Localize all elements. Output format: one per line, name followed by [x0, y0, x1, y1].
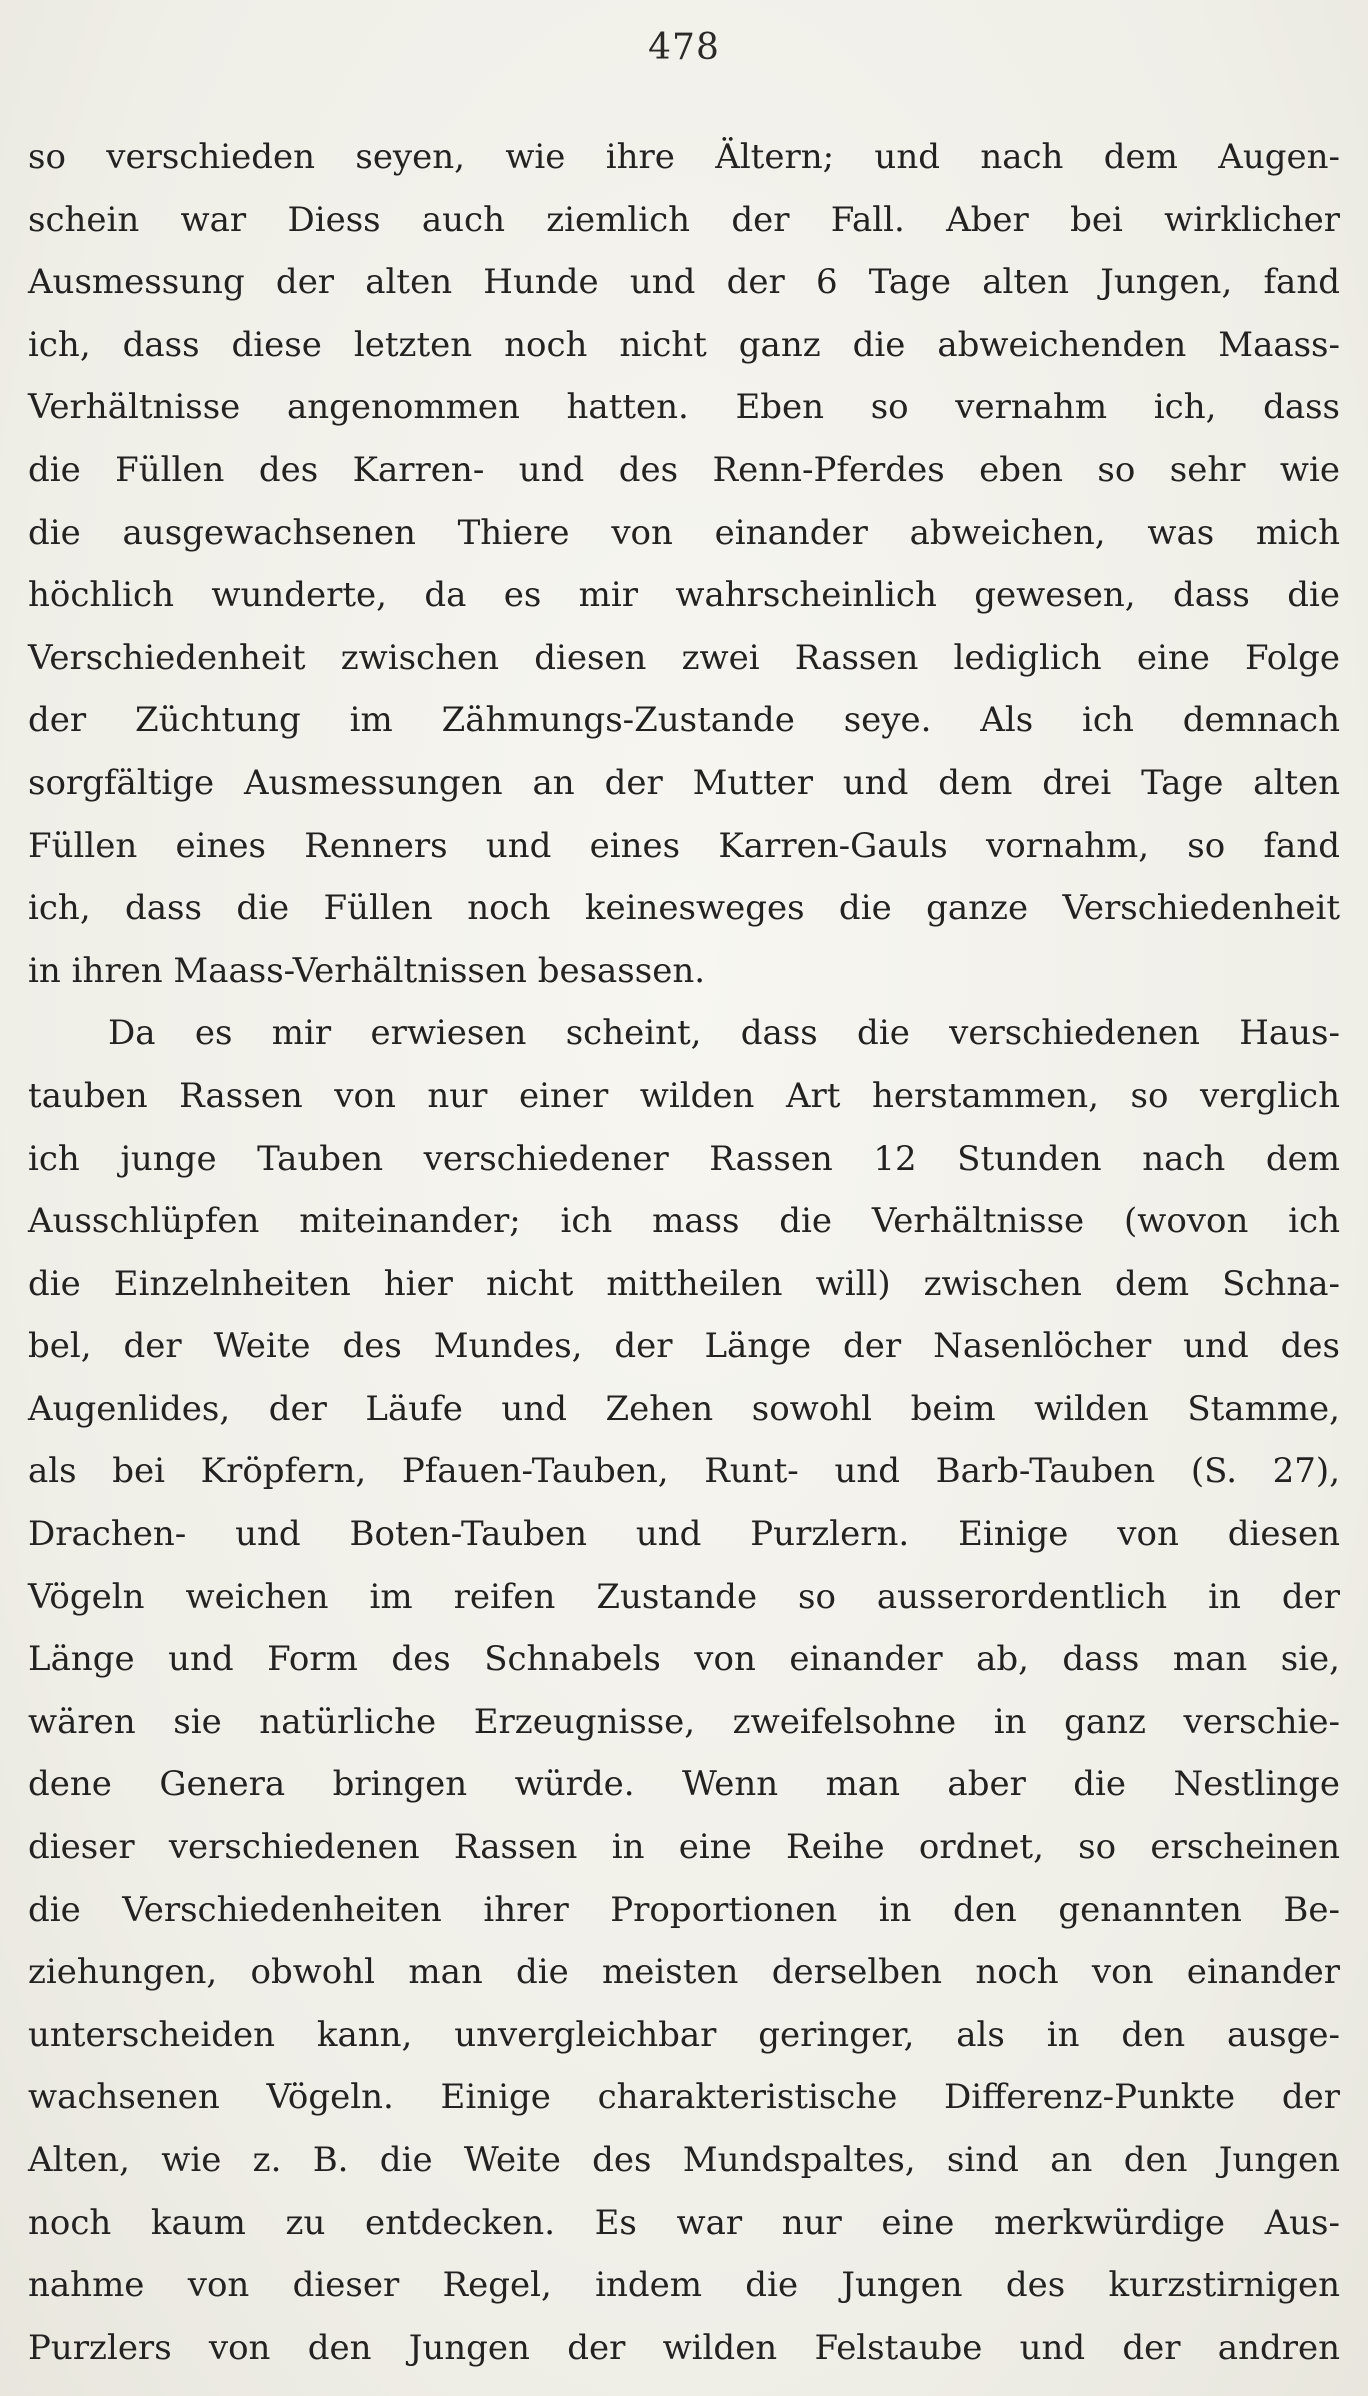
text-line: Verschiedenheit zwischen diesen zwei Rassen lediglich eine Folge — [28, 637, 1340, 678]
text-line: Länge und Form des Schnabels von einander ab, dass man sie, — [28, 1639, 1340, 1680]
text-line: höchlich wunderte, da es mir wahrscheinlich gewesen, dass die — [28, 575, 1340, 616]
text-line: Da es mir erwiesen scheint, dass die verschiedenen Haus- — [108, 1013, 1340, 1054]
text-line: noch kaum zu entdecken. Es war nur eine merkwürdige Aus- — [28, 2202, 1340, 2243]
text-line: ich, dass die Füllen noch keinesweges die ganze Verschiedenheit — [28, 888, 1340, 929]
text-line: bel, der Weite des Mundes, der Länge der Nasenlöcher und des — [28, 1326, 1340, 1367]
text-line: Ausschlüpfen miteinander; ich mass die Verhältnisse (wovon ich — [28, 1201, 1340, 1242]
text-line: ziehungen, obwohl man die meisten derselben noch von einander — [28, 1952, 1340, 1993]
text-line: der Züchtung im Zähmungs-Zustande seye. Als ich demnach — [28, 700, 1340, 741]
text-line: die Verschiedenheiten ihrer Proportionen in den genannten Be- — [28, 1889, 1340, 1930]
text-line: dieser verschiedenen Rassen in eine Reihe ordnet, so erscheinen — [28, 1827, 1340, 1868]
text-line: ich, dass diese letzten noch nicht ganz die abweichenden Maass- — [28, 324, 1340, 365]
text-line: die Füllen des Karren- und des Renn-Pferdes eben so sehr wie — [28, 449, 1340, 490]
text-line: unterscheiden kann, unvergleichbar geringer, als in den ausge- — [28, 2014, 1340, 2055]
text-line: Augenlides, der Läufe und Zehen sowohl beim wilden Stamme, — [28, 1388, 1340, 1429]
text-line: Ausmessung der alten Hunde und der 6 Tage alten Jungen, fand — [28, 262, 1340, 303]
text-line: wären sie natürliche Erzeugnisse, zweifelsohne in ganz verschie- — [28, 1701, 1340, 1742]
text-line: Füllen eines Renners und eines Karren-Gauls vornahm, so fand — [28, 825, 1340, 866]
text-line: tauben Rassen von nur einer wilden Art herstammen, so verglich — [28, 1075, 1340, 1116]
body-text — [28, 126, 1340, 2379]
text-line: sorgfältige Ausmessungen an der Mutter und dem drei Tage alten — [28, 762, 1340, 803]
text-line: die Einzelnheiten hier nicht mittheilen will) zwischen dem Schna- — [28, 1263, 1340, 1304]
text-line: Alten, wie z. B. die Weite des Mundspaltes, sind an den Jungen — [28, 2140, 1340, 2180]
text-line: schein war Diess auch ziemlich der Fall. Aber bei wirklicher — [28, 199, 1340, 240]
text-line: Verhältnisse angenommen hatten. Eben so vernahm ich, dass — [28, 387, 1340, 428]
text-line: dene Genera bringen würde. Wenn man aber die Nestlinge — [28, 1764, 1340, 1805]
text-line: so verschieden seyen, wie ihre Ältern; und nach dem Augen- — [28, 137, 1340, 177]
text-line: ich junge Tauben verschiedener Rassen 12 Stunden nach dem — [28, 1138, 1340, 1179]
page-number: 478 — [648, 27, 720, 68]
text-line: Purzlers von den Jungen der wilden Felstaube und der andren — [28, 2327, 1340, 2368]
text-line: nahme von dieser Regel, indem die Jungen des kurzstirnigen — [28, 2265, 1340, 2306]
text-line: die ausgewachsenen Thiere von einander abweichen, was mich — [28, 512, 1340, 553]
text-line: Vögeln weichen im reifen Zustande so ausserordentlich in der — [28, 1576, 1340, 1617]
text-line: in ihren Maass-Verhältnissen besassen. — [28, 950, 706, 991]
text-line: wachsenen Vögeln. Einige charakteristische Differenz-Punkte der — [28, 2077, 1340, 2118]
text-line: Drachen- und Boten-Tauben und Purzlern. Einige von diesen — [28, 1514, 1340, 1555]
text-line: als bei Kröpfern, Pfauen-Tauben, Runt- und Barb-Tauben (S. 27), — [28, 1451, 1340, 1492]
